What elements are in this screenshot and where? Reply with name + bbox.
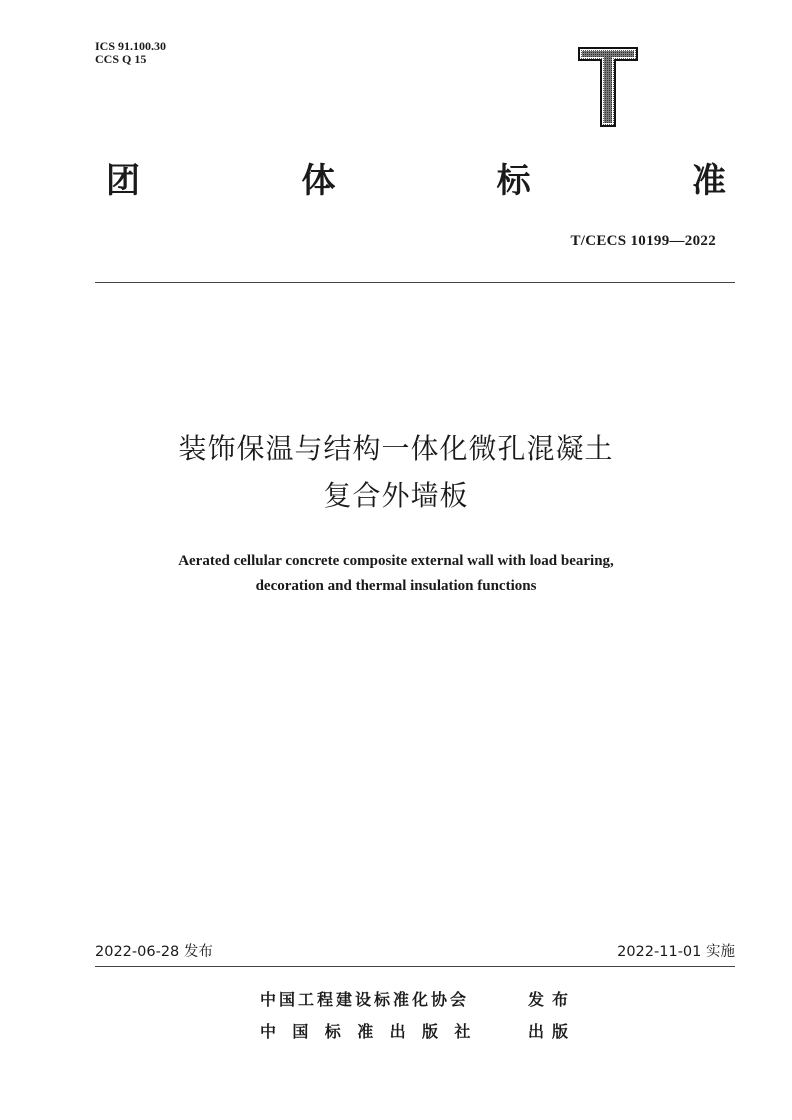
implementation-date: 2022-11-01 实施 [617,944,735,960]
ics-code: ICS 91.100.30 [95,39,167,53]
english-title-line-2: decoration and thermal insulation functions [255,578,537,594]
english-title-line-1: Aerated cellular concrete composite external wall with load bearing, [178,553,614,569]
publisher-action: 发布 [528,990,577,1009]
top-divider [95,282,735,283]
standard-type-char: 团 [106,161,140,201]
standard-type-char: 体 [301,161,336,201]
standard-t-logo [577,46,639,128]
bottom-divider [95,966,735,967]
classification-codes [95,40,166,66]
printer-action: 出版 [528,1022,577,1041]
chinese-title-line-2: 复合外墙板 [323,479,469,512]
standard-type-char: 准 [691,161,726,201]
ccs-code: CCS Q 15 [95,52,147,66]
issue-date: 2022-06-28 发布 [95,944,213,960]
printer-organization: 中国标准出版社 [260,1022,487,1041]
standard-number: T/CECS 10199—2022 [570,233,716,249]
chinese-title-line-1: 装饰保温与结构一体化微孔混凝土 [178,432,614,465]
publisher-organization: 中国工程建设标准化协会 [260,990,470,1009]
standard-type-heading [106,158,726,204]
standard-type-char: 标 [496,161,531,201]
